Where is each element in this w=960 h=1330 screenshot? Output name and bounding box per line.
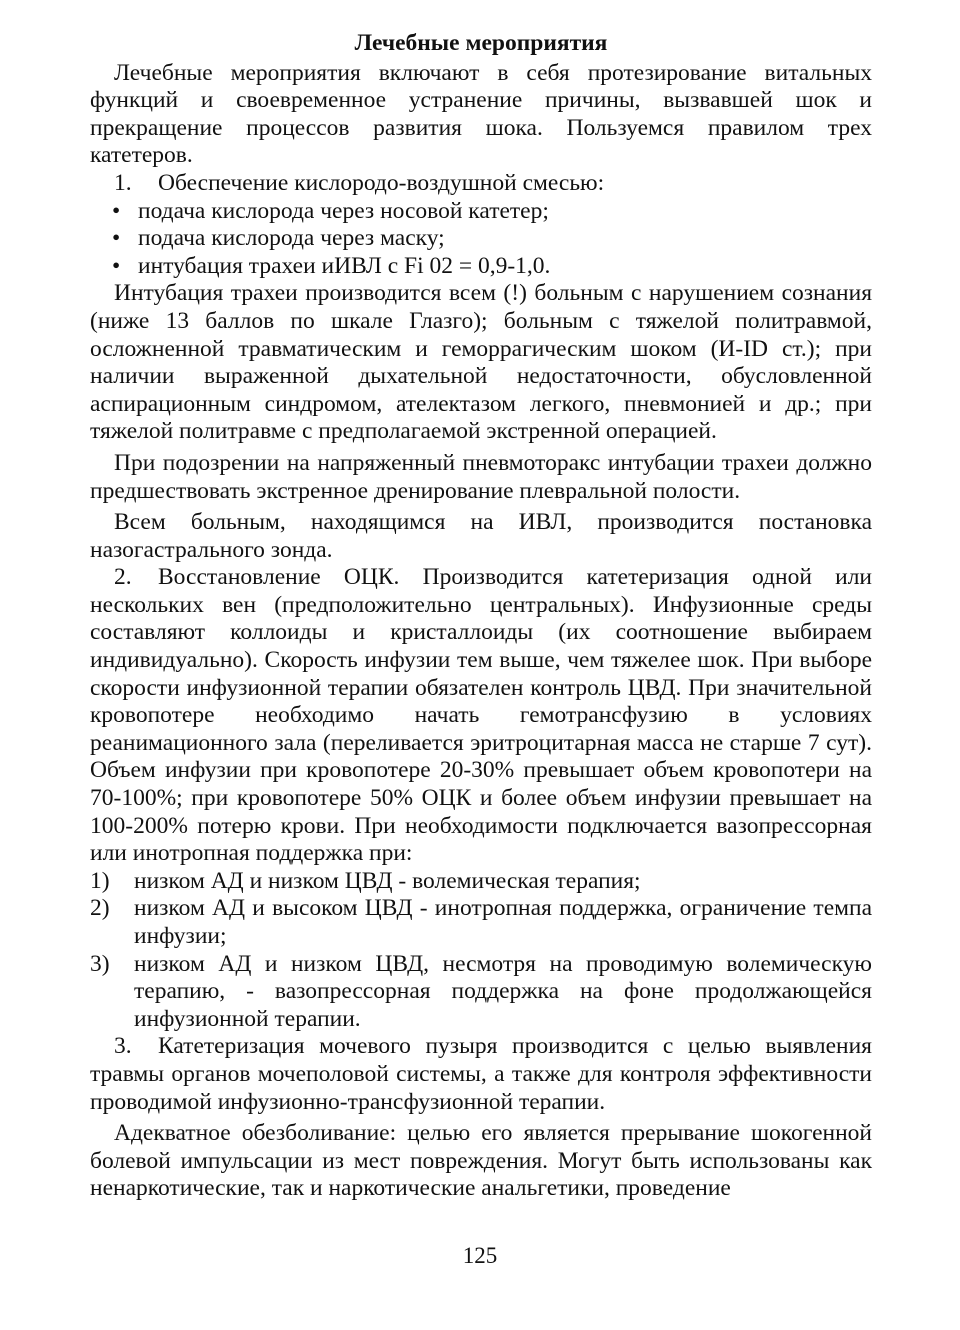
analgesia-paragraph: Адекватное обезболивание: целью его является прерывание шокогенной болевой импульсации из мест повреждения. Могут быть использованы как ненаркотические, так и наркотические анальгетики, проведение bbox=[90, 1120, 872, 1202]
list-item: 1) низком АД и низком ЦВД - волемическая терапия; bbox=[90, 867, 641, 894]
bullet-glyph: • bbox=[112, 225, 121, 252]
oxygen-methods-list bbox=[90, 198, 872, 281]
intro-paragraph: Лечебные мероприятия включают в себя протезирование витальных функций и своевременное устранение причины, вызвавшей шок и прекращение процессов развития шока. Пользуемся правилом трех катетеров. bbox=[90, 59, 872, 169]
pneumothorax-paragraph: При подозрении на напряженный пневмоторакс интубации трахеи должно предшествовать экстренное дренирование плевральной полости. bbox=[90, 449, 872, 504]
list-item: 2) низком АД и высоком ЦВД - инотропная поддержка, ограничение темпа инфузии; bbox=[90, 895, 872, 949]
numbered-item-1 bbox=[90, 170, 872, 198]
list-marker: 2) bbox=[90, 895, 110, 922]
item-text: Обеспечение кислородо-воздушной смесью: bbox=[158, 169, 605, 196]
list-item: • подача кислорода через носовой катетер; bbox=[90, 198, 872, 226]
numbered-item-3 bbox=[90, 1033, 872, 1116]
probe-paragraph: Всем больным, находящимся на ИВЛ, производится постановка назогастрального зонда. bbox=[90, 509, 872, 563]
list-item: • подача кислорода через маску; bbox=[90, 225, 872, 253]
support-list bbox=[90, 868, 872, 1034]
page-body bbox=[90, 30, 872, 1203]
item-number: 3. bbox=[114, 1033, 132, 1060]
section-title: Лечебные мероприятия bbox=[354, 30, 608, 56]
page-number: 125 bbox=[462, 1243, 498, 1268]
list-marker: 3) bbox=[90, 950, 110, 977]
list-item: • интубация трахеи иИВЛ с Fi 02 = 0,9-1,0. bbox=[90, 253, 872, 281]
list-item: 3) низком АД и низком ЦВД, несмотря на проводимую волемическую терапию, - вазопрессорная поддержка на фоне продолжающейся инфузионной терапии. bbox=[90, 950, 872, 1032]
intubation-paragraph: Интубация трахеи производится всем (!) больным с нарушением сознания (ниже 13 баллов по шкале Глазго); больным с тяжелой политравмой, осложненной травматическим и геморрагическим шоком (И-ID ст.); при наличии выраженной дыхательной недостаточности, обусловленной аспирационным синдромом, ателектазом легкого, пневмонией и др.; при тяжелой политравме с предполагаемой экстренной операцией. bbox=[90, 280, 872, 445]
item-text: Восстановление ОЦК. Производится катетеризация одной или нескольких вен (предположительно центральных). Инфузионные среды составляют коллоиды и кристаллоиды (их соотношение выбираем индивидуально). Скорость инфузии тем выше, чем тяжелее шок. При выборе скорости инфузионной терапии обязателен контроль ЦВД. При значительной кровопотере необходимо начать гемотрансфузию в условиях реанимационного зала (переливается эритроцитарная масса не старше 7 сут). Объем инфузии при кровопотере 20-30% превышает объем кровопотери на 70-100%; при кровопотере 50% ОЦК и более объем инфузии превышает на 100-200% потерю крови. При необходимости подключается вазопрессорная или инотропная поддержка при: bbox=[90, 564, 872, 867]
bullet-glyph: • bbox=[112, 252, 121, 279]
numbered-item-2 bbox=[90, 564, 872, 868]
item-text: Катетеризация мочевого пузыря производится с целью выявления травмы органов мочеполовой системы, а также для контроля эффективности проводимой инфузионно-трансфузионной терапии. bbox=[90, 1033, 872, 1115]
item-number: 2. bbox=[114, 564, 132, 591]
list-marker: 1) bbox=[90, 867, 110, 894]
bullet-glyph: • bbox=[112, 197, 121, 224]
item-number: 1. bbox=[114, 169, 132, 196]
